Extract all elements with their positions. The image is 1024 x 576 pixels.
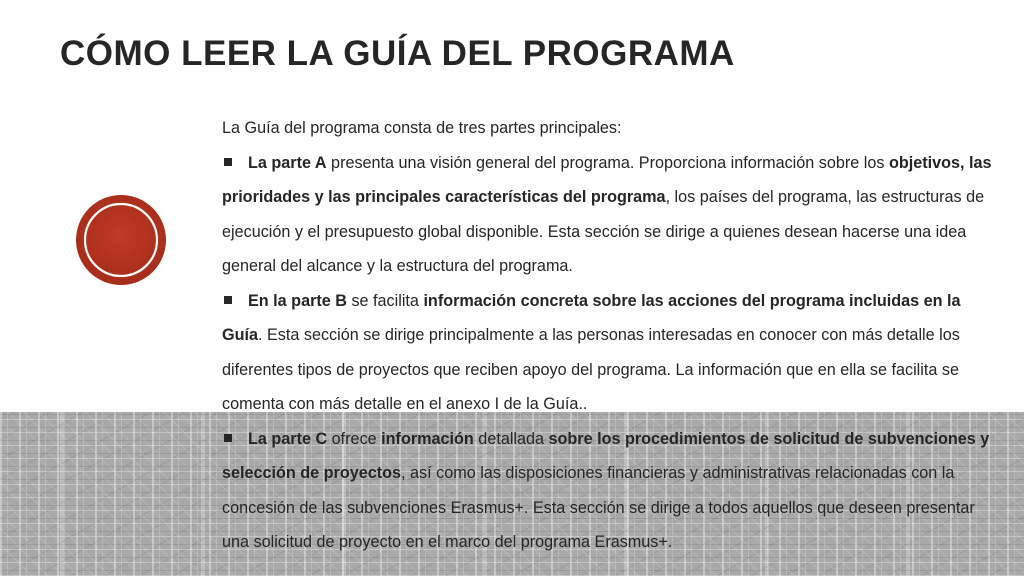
intro-text: La Guía del programa consta de tres partes principales: <box>222 119 622 137</box>
list-item-part-b: En la parte B se facilita información concreta sobre las acciones del programa incluidas en la Guía. Esta sección se dirige principalmente a las personas interesadas en conocer con más detalle los diferentes tipos de proyectos que reciben apoyo del programa. La información que en ella se facilita se comenta con más detalle en el anexo I de la Guía.. <box>222 291 961 413</box>
slide-body <box>222 111 992 560</box>
square-bullet-icon <box>224 296 232 304</box>
list-item-part-c: La parte C ofrece información detallada sobre los procedimientos de solicitud de subvenciones y selección de proyectos, así como las disposiciones financieras y administrativas relacionadas con la concesión de las subvenciones Erasmus+. Esta sección se dirige a todos aquellos que deseen presentar una solicitud de proyecto en el marco del programa Erasmus+. <box>222 429 990 551</box>
square-bullet-icon <box>224 158 232 166</box>
list-item-part-a: La parte A presenta una visión general del programa. Proporciona información sobre los objetivos, las prioridades y las principales características del programa, los países del programa, las estructuras de ejecución y el presupuesto global disponible. Esta sección se dirige a quienes desean hacerse una idea general del alcance y la estructura del programa. <box>222 153 992 275</box>
square-bullet-icon <box>224 434 232 442</box>
red-circle-icon <box>75 194 167 286</box>
slide-title: CÓMO LEER LA GUÍA DEL PROGRAMA <box>60 34 735 73</box>
